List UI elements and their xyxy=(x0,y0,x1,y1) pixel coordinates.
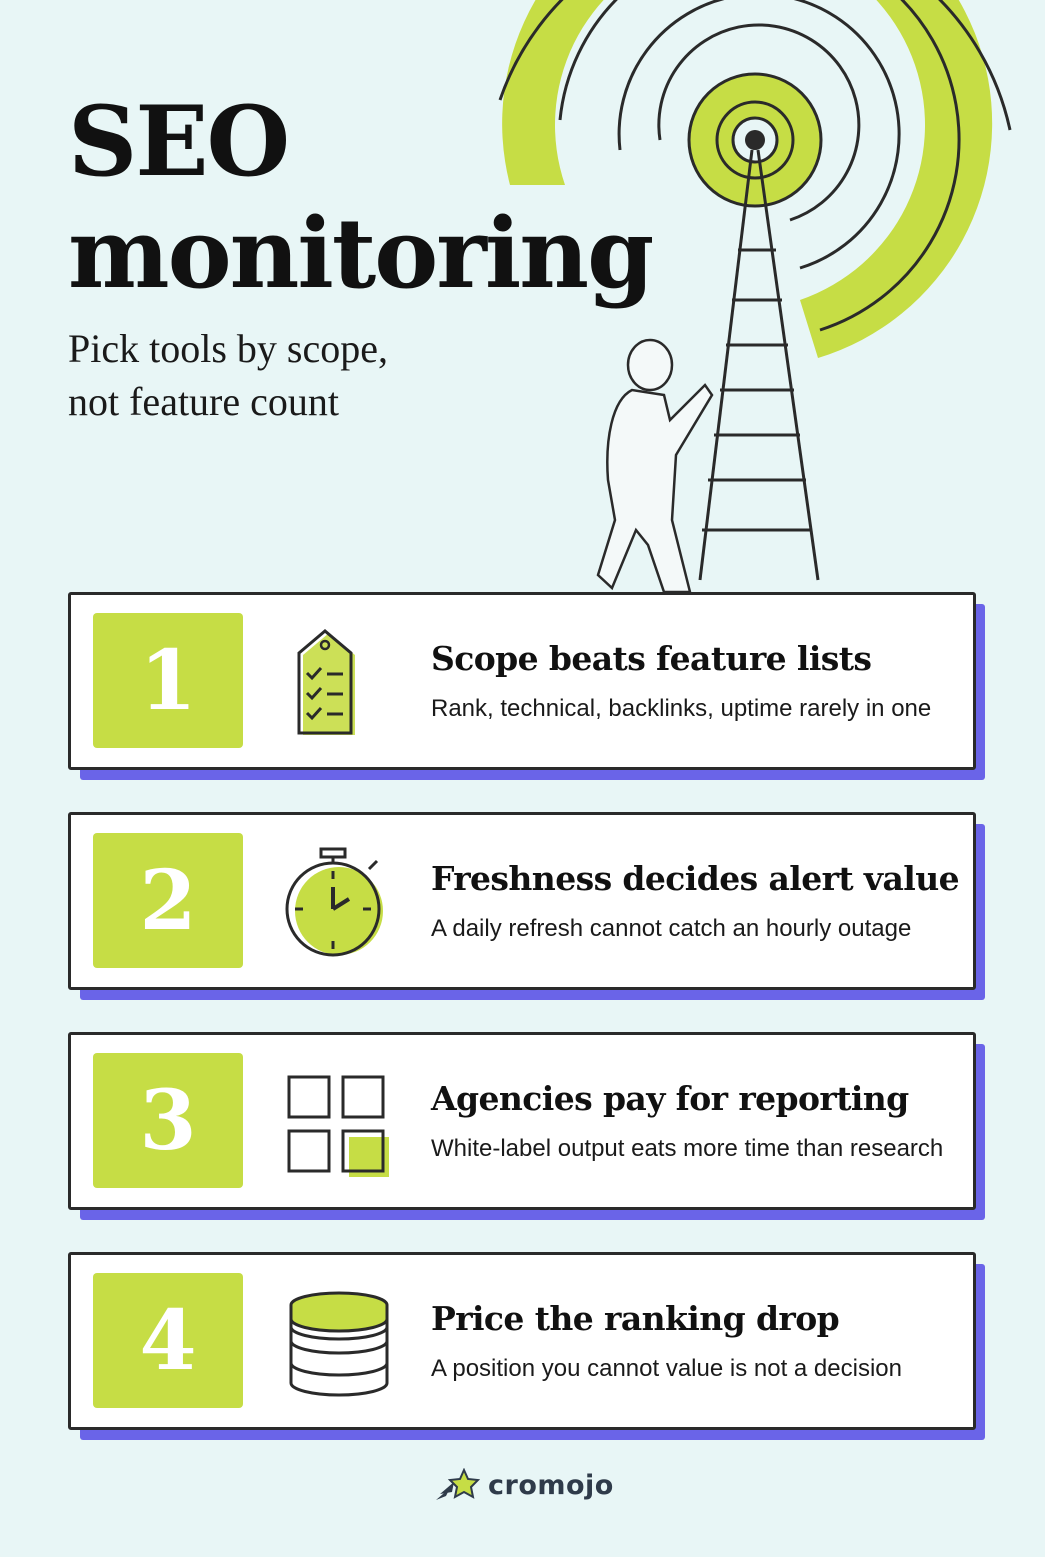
star-rocket-logo-icon xyxy=(434,1468,480,1502)
tip-title: Price the ranking drop xyxy=(431,1299,840,1338)
tip-card-3 xyxy=(68,1032,983,1214)
signal-waves-icon xyxy=(500,0,1010,358)
title-line-2: monitoring xyxy=(68,197,653,310)
checklist-tag-icon xyxy=(281,623,401,743)
subtitle-line-1: Pick tools by scope, xyxy=(68,326,388,371)
tip-card-1 xyxy=(68,592,983,774)
page-subtitle xyxy=(68,322,388,428)
tip-description: A daily refresh cannot catch an hourly outage xyxy=(431,915,912,942)
card-body xyxy=(68,812,976,990)
tip-description: Rank, technical, backlinks, uptime rarely in one xyxy=(431,695,932,722)
person-figure-icon xyxy=(598,340,712,592)
tip-number: 1 xyxy=(139,632,197,729)
tip-number: 4 xyxy=(139,1292,197,1389)
number-block xyxy=(93,1273,243,1408)
brand-name: cromojo xyxy=(488,1469,614,1501)
number-block xyxy=(93,833,243,968)
card-body xyxy=(68,1252,976,1430)
card-body xyxy=(68,1032,976,1210)
subtitle-line-2: not feature count xyxy=(68,379,339,424)
tip-card-4 xyxy=(68,1252,983,1434)
coin-stack-icon xyxy=(281,1283,401,1403)
tip-number: 2 xyxy=(139,852,197,949)
tip-title: Scope beats feature lists xyxy=(431,639,872,678)
tip-title: Freshness decides alert value xyxy=(431,859,959,898)
number-block xyxy=(93,613,243,748)
tip-title: Agencies pay for reporting xyxy=(431,1079,909,1118)
brand-logo[interactable] xyxy=(434,1468,614,1502)
tip-description: White-label output eats more time than research xyxy=(431,1135,944,1162)
grid-squares-icon xyxy=(281,1063,401,1183)
title-line-1: SEO xyxy=(68,85,289,198)
radio-tower-illustration xyxy=(480,0,1045,600)
stopwatch-icon xyxy=(281,843,401,963)
card-body xyxy=(68,592,976,770)
number-block xyxy=(93,1053,243,1188)
tip-card-2 xyxy=(68,812,983,994)
tip-number: 3 xyxy=(139,1072,197,1169)
tip-description: A position you cannot value is not a decision xyxy=(431,1355,902,1382)
